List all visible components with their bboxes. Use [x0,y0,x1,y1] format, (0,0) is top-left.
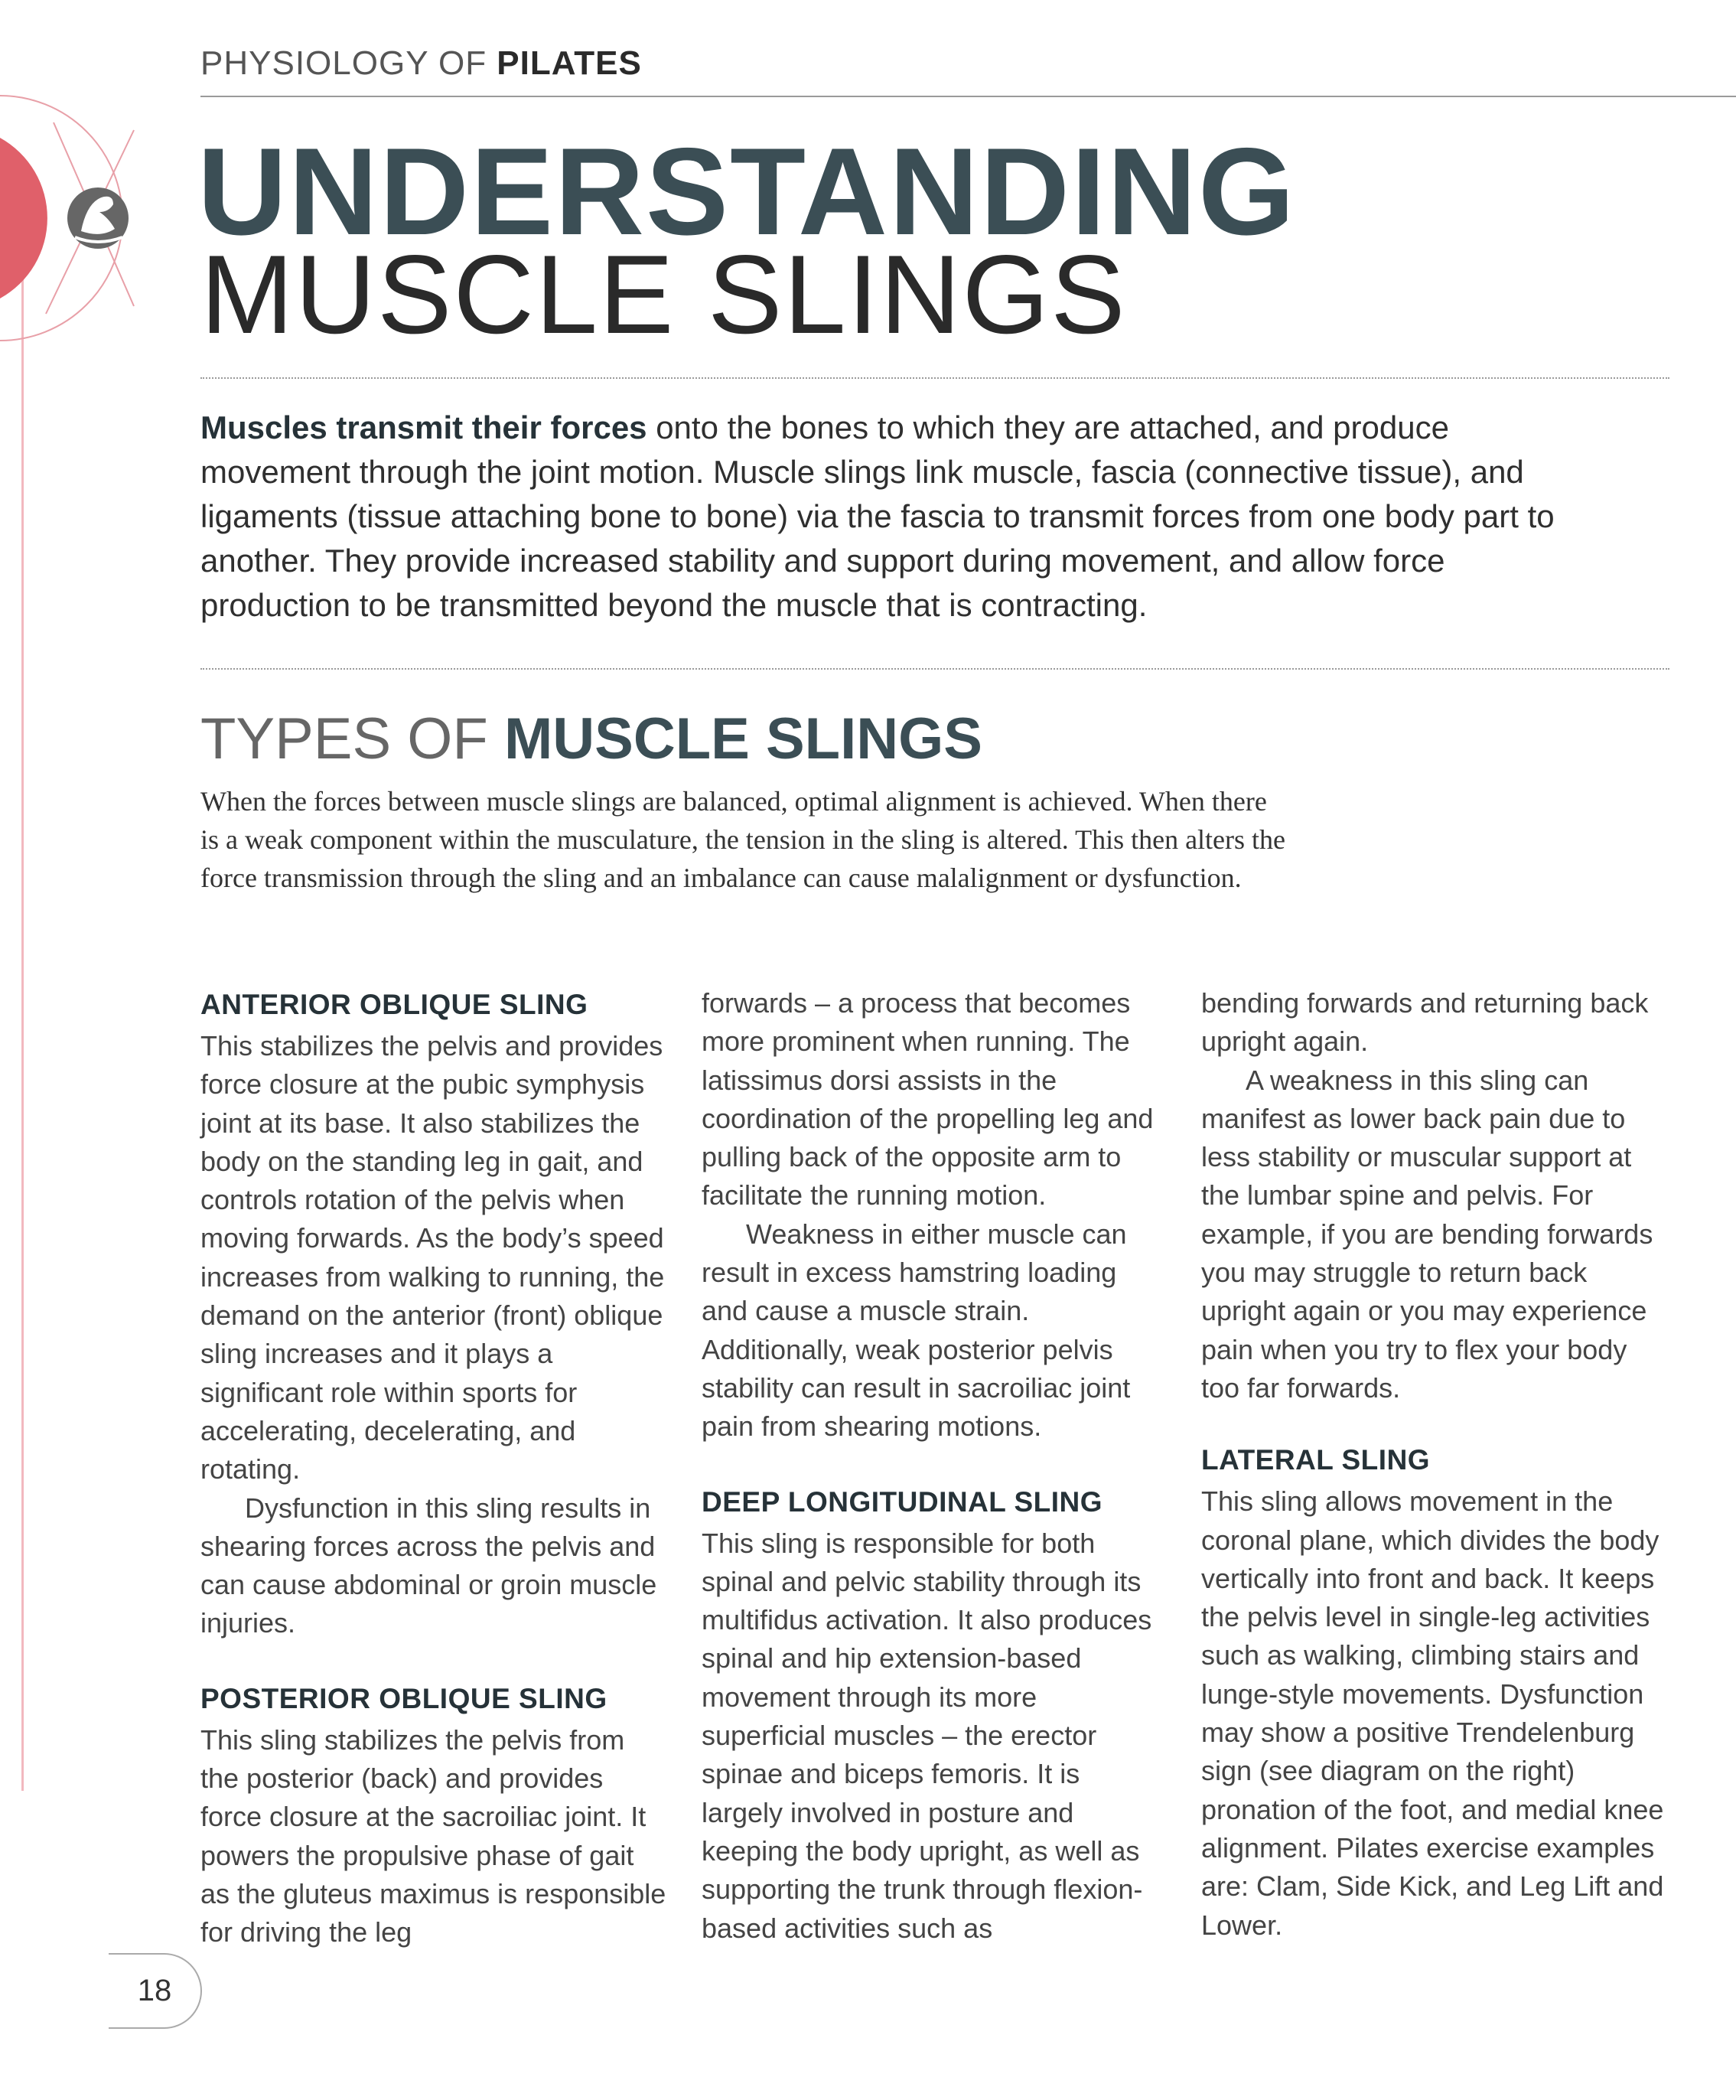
page-edge-accent [21,260,24,1791]
spacer [702,1446,1168,1480]
intro-rule [200,668,1669,670]
running-head-section: PHYSIOLOGY OF [200,44,497,82]
deep-sling-text: This sling is responsible for both spinal and pelvic stability through its multifidus activation. It also produces spinal and hip extension-based movement through its more superficial muscles – the erector spinae and biceps femoris. It is largely involved in posture and keeping the body upright, as well as supporting the trunk through flexion-based activities such as [702,1527,1152,1944]
posterior-sling-text-cont: forwards – a process that becomes more prominent when running. The latissimus dorsi assists in the coordination of the propelling leg and pulling back of the opposite arm to facilitate the running motion. [702,987,1154,1211]
anterior-sling-dysfunction: Dysfunction in this sling results in shearing forces across the pelvis and can cause abdominal or groin muscle injuries. [200,1492,657,1639]
posterior-sling-weakness: Weakness in either muscle can result in excess hamstring loading and cause a muscle strain. Additionally, weak posterior pelvis stability can result in sacroiliac joint pain from shearing motions. [702,1218,1131,1443]
running-head [200,44,642,83]
section-intro: When the forces between muscle slings are balanced, optimal alignment is achieved. When there is a weak component within the musculature, the tension in the sling is altered. This then alters the force transmission through the sling and an imbalance can cause malalignment or dysfunction. [200,786,1286,893]
spacer [200,1643,667,1677]
deep-sling-weakness: A weakness in this sling can manifest as lower back pain due to less stability or muscular support at the lumbar spine and pelvis. For example, if you are bending forwards you may struggle to return back upright again or you may experience pain when you try to flex your body too far forwards. [1201,1064,1653,1404]
running-head-book: PILATES [497,44,642,82]
intro-lead: Muscles transmit their forces [200,409,647,445]
section-heading-bold: MUSCLE SLINGS [503,706,982,771]
posterior-sling-text: This sling stabilizes the pelvis from the posterior (back) and provides force closure at the sacroiliac joint. It powers the propulsive phase of gait as the gluteus maximus is responsible for driving the leg [200,1723,666,1948]
page-title-line2: MUSCLE SLINGS [200,232,1127,357]
section-heading-light: TYPES OF [200,706,504,771]
deep-sling-text-cont: bending forwards and returning back upright again. [1201,987,1649,1058]
anterior-sling-text: This stabilizes the pelvis and provides force closure at the pubic symphysis joint at its base. It also stabilizes the body on the standing leg in gait, and controls rotation of the pelvis when moving forwards. As the body’s speed increases from walking to running, the demand on the anterior (front) oblique sling increases and it plays a significant role within sports for accelerating, decelerating, and rotating. [200,1030,665,1485]
column-3 [1201,984,1668,1945]
title-rule [200,377,1669,379]
page-title-line1: UNDERSTANDING [197,122,1296,261]
lateral-sling-text: This sling allows movement in the coronal plane, which divides the body vertically into front and back. It keeps the pelvis level in single-leg activities such as walking, climbing stairs and lunge-style movements. Dysfunction may show a positive Trendelenburg sign (see diagram on the right) pronation of the foot, and medial knee alignment. Pilates exercise examples are: Clam, Side Kick, and Leg Lift and Lower. [1201,1485,1664,1941]
deep-sling-heading: DEEP LONGITUDINAL SLING [702,1485,1103,1518]
column-1 [200,983,667,1952]
column-2 [702,984,1168,1948]
spacer [1201,1407,1668,1438]
intro-paragraph [200,406,1562,628]
lateral-sling-heading: LATERAL SLING [1201,1444,1431,1476]
header-rule [200,96,1736,97]
section-heading [200,706,982,771]
anterior-sling-heading: ANTERIOR OBLIQUE SLING [200,989,588,1020]
flexed-arm-icon [0,92,176,344]
posterior-sling-heading: POSTERIOR OBLIQUE SLING [200,1682,607,1714]
page-number: 18 [109,1953,202,2029]
intro-body: onto the bones to which they are attached, and produce movement through the joint motion. Muscle slings link muscle, fascia (connective tissue), and ligaments (tissue attaching bone to bone) via the fascia to transmit forces from one body part to another. They provide increased stability and support during movement, and allow force production to be transmitted beyond the muscle that is contracting. [200,409,1555,623]
